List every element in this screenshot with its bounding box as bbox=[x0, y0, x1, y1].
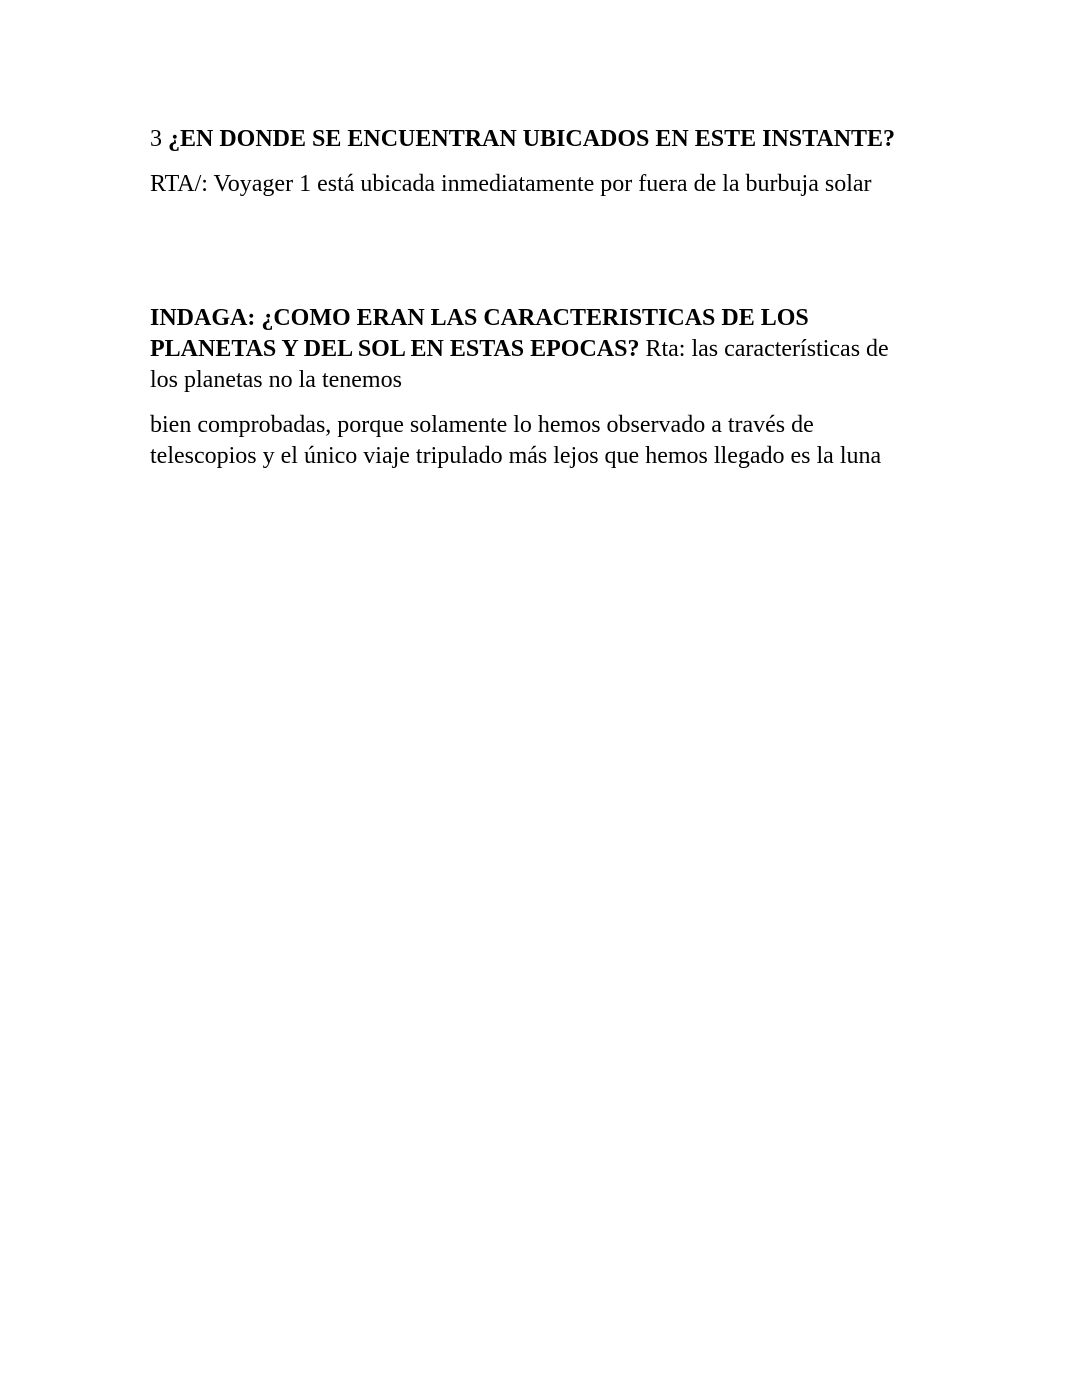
question-3-section bbox=[150, 124, 940, 200]
indaga-title-line-1: INDAGA: ¿COMO ERAN LAS CARACTERISTICAS DE LOS bbox=[150, 305, 809, 331]
question-3-answer: RTA/: Voyager 1 está ubicada inmediatamente por fuera de la burbuja solar bbox=[150, 171, 872, 197]
question-3-heading bbox=[150, 124, 940, 155]
indaga-answer-line-2: los planetas no la tenemos bbox=[150, 367, 402, 393]
indaga-answer-start: Rta: las características de bbox=[639, 336, 889, 362]
indaga-section bbox=[150, 303, 940, 472]
indaga-title-end: PLANETAS Y DEL SOL EN ESTAS EPOCAS? bbox=[150, 336, 640, 362]
question-title: ¿EN DONDE SE ENCUENTRAN UBICADOS EN ESTE INSTANTE? bbox=[168, 126, 896, 152]
indaga-title-line-2 bbox=[150, 334, 940, 365]
indaga-paragraph-2-line-2: telescopios y el único viaje tripulado más lejos que hemos llegado es la luna bbox=[150, 443, 882, 469]
indaga-paragraph-2-line-1: bien comprobadas, porque solamente lo hemos observado a través de bbox=[150, 412, 814, 438]
question-number: 3 bbox=[150, 126, 168, 152]
